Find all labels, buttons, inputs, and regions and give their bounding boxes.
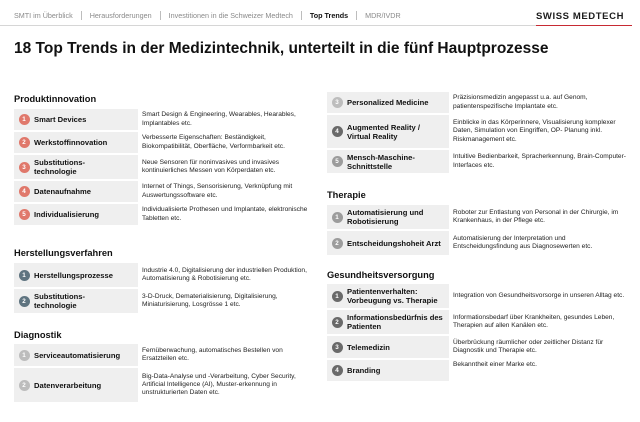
- trend-name: Substitutions-technologie: [34, 292, 86, 310]
- logo-accent-line: [536, 25, 632, 26]
- trend-description: Individualisierte Prothesen und Implantate, elektronische Tabletten etc.: [138, 204, 312, 225]
- trend-description: Smart Design & Engineering, Wearables, Hearables, Implantables etc.: [138, 109, 312, 130]
- trend-name: Entscheidungshoheit Arzt: [347, 238, 441, 248]
- tab-smti-ueberblick[interactable]: SMTI im Überblick: [14, 11, 73, 20]
- trend-name: Herstellungsprozesse: [34, 270, 113, 280]
- trend-description: Intuitive Bedienbarkeit, Spracherkennung, Brain-Computer-Interfaces etc.: [449, 150, 627, 173]
- trend-description: Internet of Things, Sensorisierung, Verknüpfung mit Auswertungssoftware etc.: [138, 181, 312, 202]
- trend-row: [327, 92, 627, 113]
- trend-description: Industrie 4.0, Digitalisierung der industriellen Produktion, Automatisierung & Robotisierung etc.: [138, 263, 312, 287]
- trend-name: Datenverarbeitung: [34, 380, 102, 390]
- trend-description: Verbesserte Eigenschaften: Beständigkeit, Biokompatibilität, Oberfläche, Verformbarkeit etc.: [138, 132, 312, 153]
- number-badge: 1: [332, 291, 343, 302]
- trend-name: Augmented Reality / Virtual Reality: [347, 122, 420, 141]
- tab-mdr-ivdr[interactable]: MDR/IVDR: [365, 11, 401, 20]
- number-badge: 4: [19, 186, 30, 197]
- trend-description: Automatisierung der Interpretation und Entscheidungsfindung aus Diagnosewerten etc.: [449, 231, 627, 255]
- trend-row: [14, 344, 312, 366]
- trend-description: Roboter zur Entlastung von Personal in der Chirurgie, im Krankenhaus, in der Pflege etc.: [449, 205, 627, 229]
- right-column: [327, 92, 627, 412]
- trend-description: Big-Data-Analyse und -Verarbeitung, Cyber Security, Artificial Intelligence (AI), Muster-erkennung in unstrukturierten Daten etc.: [138, 368, 312, 402]
- number-badge: 3: [332, 342, 343, 353]
- logo-text: SWISS MEDTECH: [536, 11, 625, 22]
- trend-row: [327, 360, 627, 381]
- trend-row: [327, 310, 627, 334]
- section-title-gesundheitsversorgung: Gesundheitsversorgung: [327, 270, 435, 280]
- trend-row: [14, 368, 312, 402]
- tab-herausforderungen[interactable]: Herausforderungen: [89, 11, 152, 20]
- trend-description: Fernüberwachung, automatisches Bestellen von Ersatzteilen etc.: [138, 344, 312, 366]
- number-badge: 4: [332, 365, 343, 376]
- top-navigation: [0, 0, 640, 30]
- trend-row: [327, 205, 627, 229]
- number-badge: 2: [19, 296, 30, 307]
- number-badge: 2: [19, 380, 30, 391]
- section-title-therapie: Therapie: [327, 190, 366, 200]
- trend-name: Personalized Medicine: [347, 98, 429, 107]
- trend-name: Individualisierung: [34, 210, 99, 219]
- trend-row: [327, 150, 627, 173]
- swiss-medtech-logo: [536, 11, 632, 35]
- nav-tabs: [14, 11, 401, 20]
- trend-row: [14, 263, 312, 287]
- number-badge: 1: [19, 114, 30, 125]
- number-badge: 1: [19, 350, 30, 361]
- trend-name: Patientenverhalten: Vorbeugung vs. Therapie: [347, 287, 438, 305]
- nav-underline: [0, 25, 585, 26]
- left-column: [14, 92, 312, 412]
- trend-description: Bekanntheit einer Marke etc.: [449, 360, 627, 381]
- section-title-produktinnovation: Produktinnovation: [14, 94, 97, 104]
- trend-description: Informationsbedarf über Krankheiten, gesundes Leben, Therapien auf allen Kanälen etc.: [449, 310, 627, 334]
- trend-name: Informationsbedürfnis des Patienten: [347, 313, 443, 331]
- trend-name: Datenaufnahme: [34, 187, 91, 196]
- number-badge: 2: [332, 317, 343, 328]
- nav-divider: [301, 11, 302, 20]
- section-title-diagnostik: Diagnostik: [14, 330, 62, 340]
- number-badge: 2: [19, 137, 30, 148]
- trend-row: [14, 289, 312, 313]
- trend-row: [327, 231, 627, 255]
- nav-divider: [356, 11, 357, 20]
- trend-name: Mensch-Maschine-Schnittstelle: [347, 152, 415, 171]
- number-badge: 4: [332, 126, 343, 137]
- nav-divider: [160, 11, 161, 20]
- number-badge: 2: [332, 238, 343, 249]
- trend-row: [14, 132, 312, 153]
- trend-description: Integration von Gesundheitsvorsorge in unseren Alltag etc.: [449, 284, 627, 308]
- trend-name: Branding: [347, 366, 381, 375]
- number-badge: 3: [332, 97, 343, 108]
- trend-row: [327, 115, 627, 148]
- trend-row: [14, 155, 312, 179]
- number-badge: 5: [332, 156, 343, 167]
- trend-name: Automatisierung und Robotisierung: [347, 208, 424, 226]
- trend-name: Telemedizin: [347, 342, 390, 352]
- number-badge: 3: [19, 162, 30, 173]
- number-badge: 1: [19, 270, 30, 281]
- trend-name: Serviceautomatisierung: [34, 350, 121, 360]
- trend-description: Präzisionsmedizin angepasst u.a. auf Genom, patientenspezifische Implantate etc.: [449, 92, 627, 113]
- number-badge: 1: [332, 212, 343, 223]
- tab-investitionen[interactable]: Investitionen in die Schweizer Medtech: [168, 11, 293, 20]
- nav-divider: [81, 11, 82, 20]
- trend-row: [327, 284, 627, 308]
- trend-description: 3-D-Druck, Dematerialisierung, Digitalisierung, Miniaturisierung, Losgrösse 1 etc.: [138, 289, 312, 313]
- trend-name: Werkstoffinnovation: [34, 138, 108, 147]
- page-title: 18 Top Trends in der Medizintechnik, unterteilt in die fünf Hauptprozesse: [14, 40, 549, 57]
- trend-description: Einblicke in das Körperinnere, Visualisierung komplexer Daten, Simulation von Eingriffen, OP- Planung inkl. Riskmanagement etc.: [449, 115, 627, 148]
- trend-name: Substitutions-technologie: [34, 158, 86, 176]
- trend-name: Smart Devices: [34, 115, 87, 124]
- tab-top-trends[interactable]: Top Trends: [309, 11, 349, 20]
- trend-row: [14, 109, 312, 130]
- section-title-herstellungsverfahren: Herstellungsverfahren: [14, 248, 113, 258]
- number-badge: 5: [19, 209, 30, 220]
- trend-description: Überbrückung räumlicher oder zeitlicher Distanz für Diagnostik und Therapie etc.: [449, 336, 627, 358]
- trend-row: [327, 336, 627, 358]
- trend-description: Neue Sensoren für noninvasives und invasives kontinuierliches Messen von Körperdaten etc.: [138, 155, 312, 179]
- trend-row: [14, 204, 312, 225]
- trend-row: [14, 181, 312, 202]
